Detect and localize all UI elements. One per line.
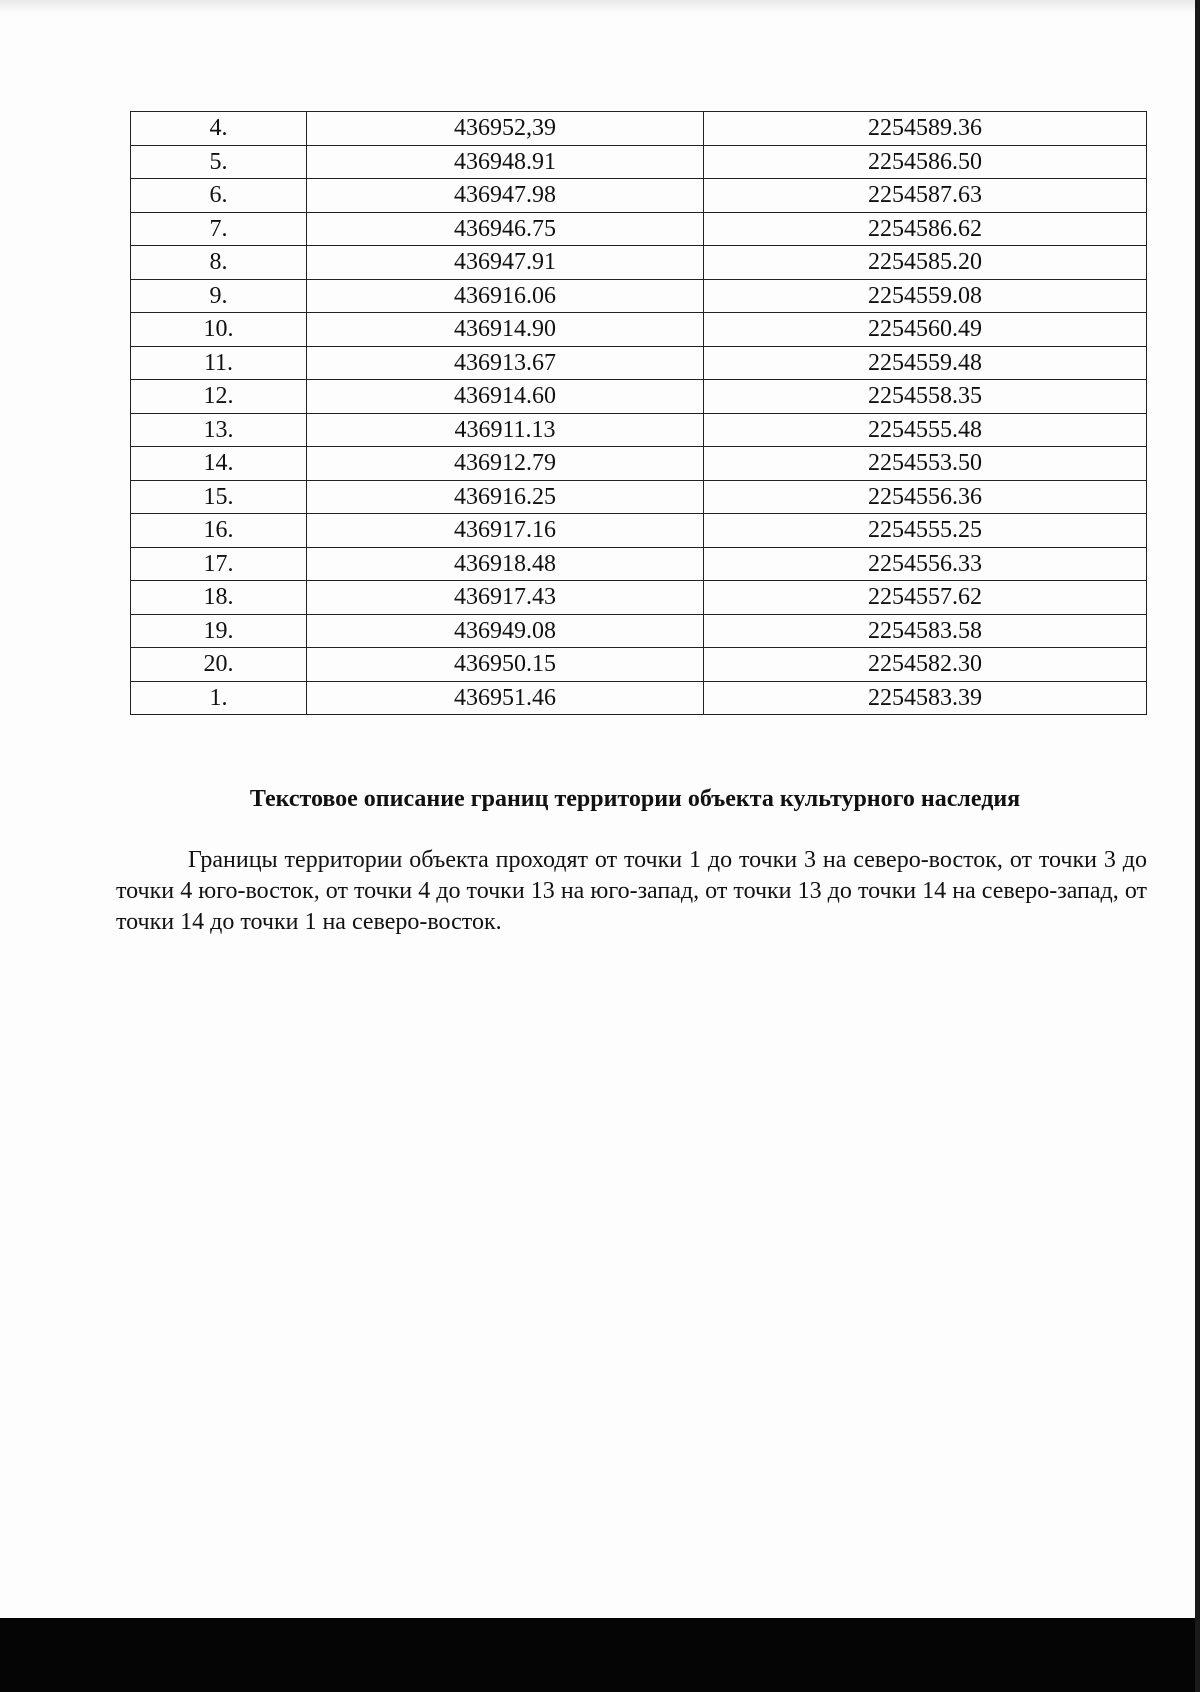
table-row: [131, 212, 1147, 246]
x-coordinate-cell: 436914.60: [307, 380, 704, 414]
x-coordinate-cell: 436950.15: [307, 648, 704, 682]
table-row: [131, 480, 1147, 514]
table-row: [131, 614, 1147, 648]
point-number-cell: 19.: [131, 614, 307, 648]
point-number-cell: 12.: [131, 380, 307, 414]
point-number-cell: 7.: [131, 212, 307, 246]
table-row: [131, 648, 1147, 682]
coordinates-table-body: [131, 112, 1147, 715]
table-row: [131, 279, 1147, 313]
point-number-cell: 8.: [131, 246, 307, 280]
boundary-description: Границы территории объекта проходят от точки 1 до точки 3 на северо-восток, от точки 3 до точки 4 юго-восток, от точки 4 до точки 13 на юго-запад, от точки 13 до точки 14 на северо-запад, от точки 14 до точки 1 на северо-восток.: [116, 847, 1147, 935]
table-row: [131, 681, 1147, 715]
point-number-cell: 17.: [131, 547, 307, 581]
point-number-cell: 16.: [131, 514, 307, 548]
x-coordinate-cell: 436917.43: [307, 581, 704, 615]
y-coordinate-cell: 2254553.50: [704, 447, 1147, 481]
y-coordinate-cell: 2254583.58: [704, 614, 1147, 648]
y-coordinate-cell: 2254586.50: [704, 145, 1147, 179]
x-coordinate-cell: 436947.98: [307, 179, 704, 213]
y-coordinate-cell: 2254556.36: [704, 480, 1147, 514]
point-number-cell: 9.: [131, 279, 307, 313]
x-coordinate-cell: 436916.25: [307, 480, 704, 514]
scan-shadow: [0, 0, 1200, 14]
point-number-cell: 14.: [131, 447, 307, 481]
x-coordinate-cell: 436912.79: [307, 447, 704, 481]
table-row: [131, 313, 1147, 347]
table-row: [131, 447, 1147, 481]
x-coordinate-cell: 436911.13: [307, 413, 704, 447]
table-row: [131, 380, 1147, 414]
y-coordinate-cell: 2254559.08: [704, 279, 1147, 313]
x-coordinate-cell: 436947.91: [307, 246, 704, 280]
y-coordinate-cell: 2254558.35: [704, 380, 1147, 414]
x-coordinate-cell: 436948.91: [307, 145, 704, 179]
point-number-cell: 11.: [131, 346, 307, 380]
table-row: [131, 581, 1147, 615]
y-coordinate-cell: 2254556.33: [704, 547, 1147, 581]
y-coordinate-cell: 2254587.63: [704, 179, 1147, 213]
table-row: [131, 514, 1147, 548]
point-number-cell: 10.: [131, 313, 307, 347]
y-coordinate-cell: 2254583.39: [704, 681, 1147, 715]
y-coordinate-cell: 2254555.25: [704, 514, 1147, 548]
x-coordinate-cell: 436914.90: [307, 313, 704, 347]
y-coordinate-cell: 2254559.48: [704, 346, 1147, 380]
table-row: [131, 547, 1147, 581]
scan-right-edge: [1195, 0, 1200, 1692]
point-number-cell: 6.: [131, 179, 307, 213]
scan-bottom-edge: [0, 1618, 1200, 1692]
x-coordinate-cell: 436918.48: [307, 547, 704, 581]
x-coordinate-cell: 436913.67: [307, 346, 704, 380]
x-coordinate-cell: 436952,39: [307, 112, 704, 146]
point-number-cell: 18.: [131, 581, 307, 615]
point-number-cell: 4.: [131, 112, 307, 146]
point-number-cell: 15.: [131, 480, 307, 514]
point-number-cell: 1.: [131, 681, 307, 715]
y-coordinate-cell: 2254589.36: [704, 112, 1147, 146]
x-coordinate-cell: 436917.16: [307, 514, 704, 548]
table-row: [131, 145, 1147, 179]
section-heading: Текстовое описание границ территории объекта культурного наследия: [249, 786, 1021, 812]
table-row: [131, 346, 1147, 380]
x-coordinate-cell: 436951.46: [307, 681, 704, 715]
point-number-cell: 13.: [131, 413, 307, 447]
y-coordinate-cell: 2254560.49: [704, 313, 1147, 347]
y-coordinate-cell: 2254582.30: [704, 648, 1147, 682]
table-row: [131, 179, 1147, 213]
table-row: [131, 246, 1147, 280]
x-coordinate-cell: 436916.06: [307, 279, 704, 313]
table-row: [131, 413, 1147, 447]
point-number-cell: 5.: [131, 145, 307, 179]
point-number-cell: 20.: [131, 648, 307, 682]
y-coordinate-cell: 2254555.48: [704, 413, 1147, 447]
x-coordinate-cell: 436946.75: [307, 212, 704, 246]
y-coordinate-cell: 2254586.62: [704, 212, 1147, 246]
y-coordinate-cell: 2254557.62: [704, 581, 1147, 615]
coordinates-table: [130, 111, 1147, 715]
y-coordinate-cell: 2254585.20: [704, 246, 1147, 280]
x-coordinate-cell: 436949.08: [307, 614, 704, 648]
table-row: [131, 112, 1147, 146]
